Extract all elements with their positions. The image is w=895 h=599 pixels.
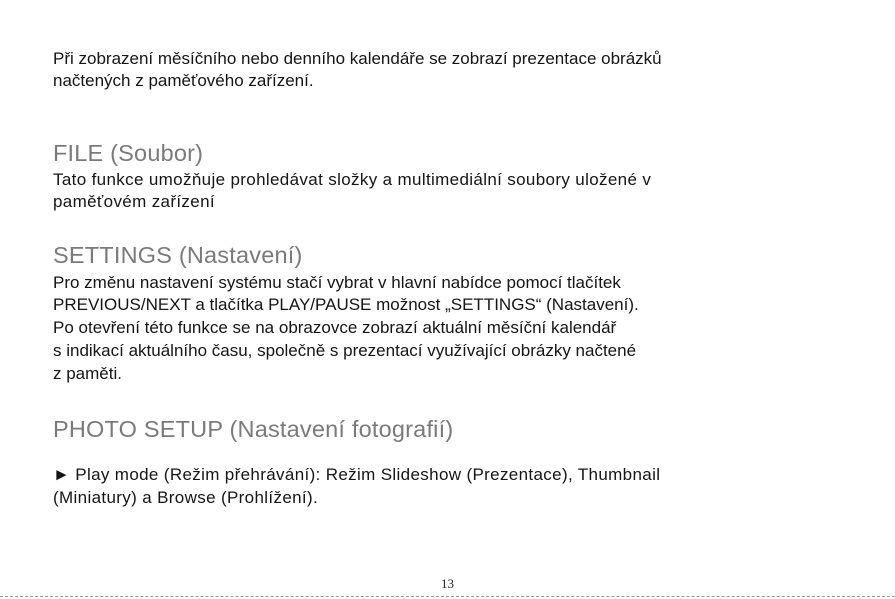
page-number: 13 <box>441 576 454 591</box>
intro-line-2: načtených z paměťového zařízení. <box>53 71 314 90</box>
page-bottom-rule <box>0 596 895 597</box>
settings-line-2: PREVIOUS/NEXT a tlačítka PLAY/PAUSE možnost „SETTINGS“ (Nastavení). <box>53 295 639 314</box>
photo-setup-line-1 <box>53 465 660 485</box>
settings-heading: SETTINGS (Nastavení) <box>53 242 303 268</box>
intro-line-1: Při zobrazení měsíčního nebo denního kalendáře se zobrazí prezentace obrázků <box>53 49 662 68</box>
bullet-arrow-icon: ► <box>53 465 71 484</box>
settings-line-5: z paměti. <box>53 364 122 383</box>
settings-line-1: Pro změnu nastavení systému stačí vybrat v hlavní nabídce pomocí tlačítek <box>53 273 621 292</box>
photo-setup-line-1-text: Play mode (Režim přehrávání): Režim Slideshow (Prezentace), Thumbnail <box>75 465 661 484</box>
photo-setup-heading: PHOTO SETUP (Nastavení fotografií) <box>53 416 454 442</box>
photo-setup-line-2: (Miniatury) a Browse (Prohlížení). <box>53 488 319 507</box>
file-heading: FILE (Soubor) <box>53 140 204 166</box>
file-line-2: paměťovém zařízení <box>53 192 215 211</box>
settings-line-3: Po otevření této funkce se na obrazovce zobrazí aktuální měsíční kalendář <box>53 318 617 337</box>
file-line-1: Tato funkce umožňuje prohledávat složky a multimediální soubory uložené v <box>53 170 652 189</box>
settings-line-4: s indikací aktuálního času, společně s prezentací využívající obrázky načtené <box>53 341 637 360</box>
